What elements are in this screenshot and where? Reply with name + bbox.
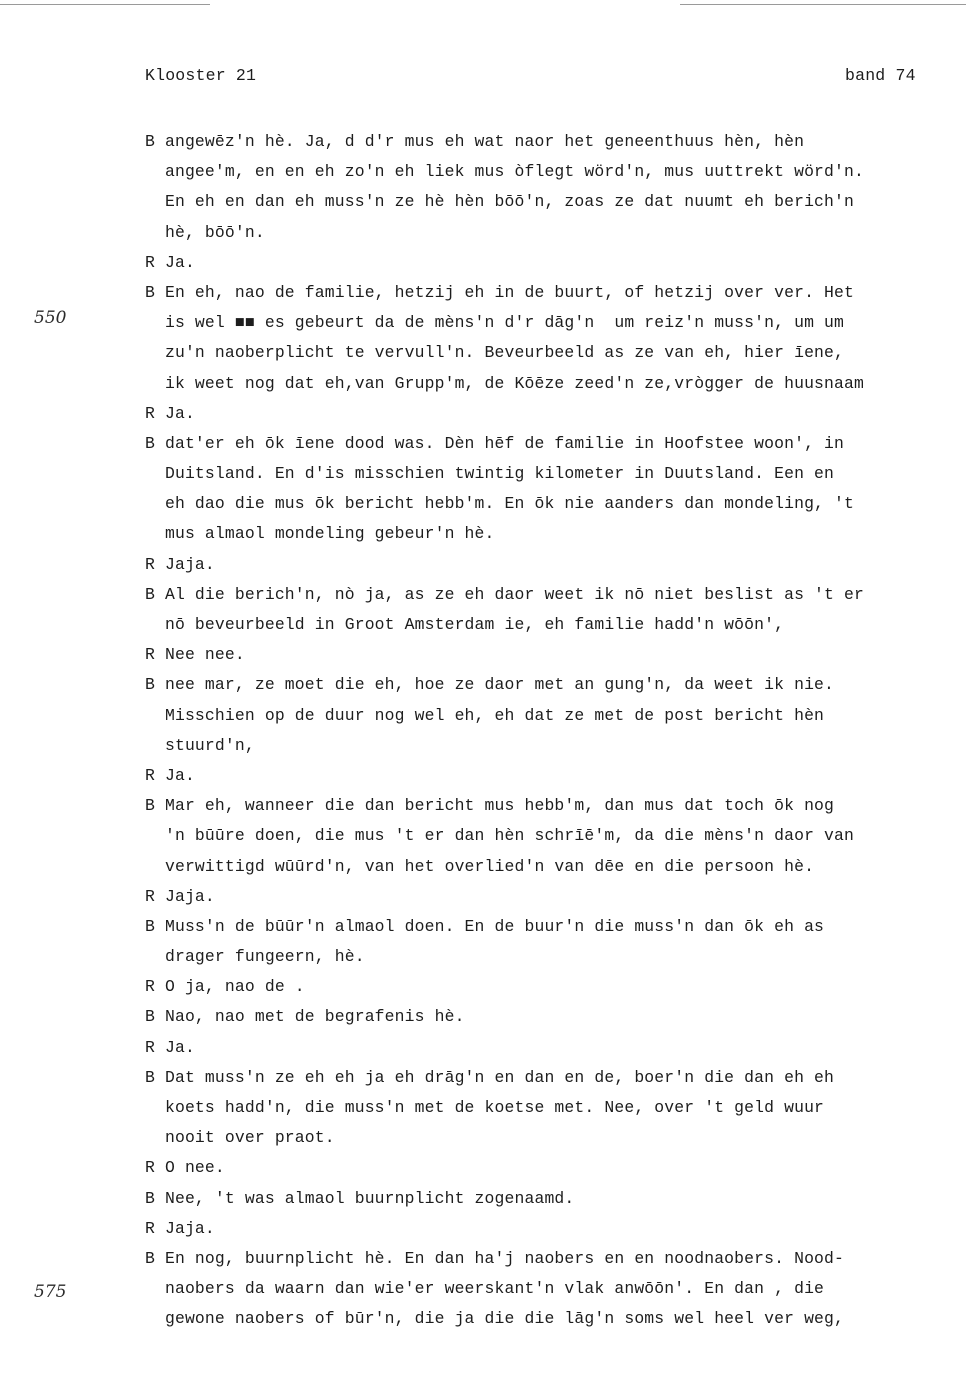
transcript-line: R O nee.	[145, 1158, 225, 1178]
transcript-line: verwittigd wūūrd'n, van het overlied'n van dēe en die persoon hè.	[145, 856, 815, 876]
transcript-line: ik weet nog dat eh,van Grupp'm, de Kōēze zeed'n ze,vrògger de huusnaam	[145, 373, 864, 393]
transcript-line: R Ja.	[145, 765, 195, 785]
transcript-line: B En nog, buurnplicht hè. En dan ha'j naobers en en noodnaobers. Nood-	[145, 1248, 845, 1268]
transcript-line: Misschien op de duur nog wel eh, eh dat ze met de post bericht hèn	[145, 705, 825, 725]
transcript-line: R Jaja.	[145, 1218, 215, 1238]
transcript-line: eh dao die mus ōk bericht hebb'm. En ōk nie aanders dan mondeling, 't	[145, 494, 855, 514]
scan-edge-mark	[0, 4, 210, 5]
margin-line-number: 550	[34, 308, 67, 328]
transcript-line: 'n būūre doen, die mus 't er dan hèn schrīē'm, da die mèns'n daor van	[145, 826, 855, 846]
transcript-line: R O ja, nao de .	[145, 977, 305, 997]
transcript-line: drager fungeern, hè.	[145, 947, 365, 967]
transcript-line: zu'n naoberplicht te vervull'n. Beveurbeeld as ze van eh, hier īene,	[145, 343, 845, 363]
document-title: Klooster 21	[145, 66, 257, 85]
transcript-line: hè, bōō'n.	[145, 222, 265, 242]
transcript-line: B Nao, nao met de begrafenis hè.	[145, 1007, 465, 1027]
transcript-line: R Jaja.	[145, 886, 215, 906]
transcript-line: B nee mar, ze moet die eh, hoe ze daor met an gung'n, da weet ik nie.	[145, 675, 835, 695]
transcript-line: B Mar eh, wanneer die dan bericht mus hebb'm, dan mus dat toch ōk nog	[145, 796, 835, 816]
margin-line-number: 575	[34, 1282, 67, 1302]
transcript-line: B En eh, nao de familie, hetzij eh in de buurt, of hetzij over ver. Het	[145, 282, 855, 302]
transcript-line: B Dat muss'n ze eh eh ja eh drāg'n en dan en de, boer'n die dan eh eh	[145, 1067, 835, 1087]
transcript-line: R Jaja.	[145, 554, 215, 574]
transcript-line: koets hadd'n, die muss'n met de koetse met. Nee, over 't geld wuur	[145, 1098, 825, 1117]
transcript-line: is wel ■■ es gebeurt da de mèns'n d'r dāg'n um reiz'n muss'n, um um	[145, 313, 845, 333]
transcript-line: R Ja.	[145, 1037, 195, 1057]
transcript-body	[145, 127, 945, 1335]
transcript-line: R Ja.	[145, 403, 195, 423]
transcript-line: gewone naobers of būr'n, die ja die die lāg'n soms wel heel ver weg,	[145, 1309, 845, 1329]
transcript-line: B Al die berich'n, nò ja, as ze eh daor weet ik nō niet beslist as 't er	[145, 584, 864, 604]
transcript-line: stuurd'n,	[145, 735, 255, 755]
transcript-line: mus almaol mondeling gebeur'n hè.	[145, 524, 495, 544]
transcript-line: B angewēz'n hè. Ja, d d'r mus eh wat naor het geneenthuus hèn, hèn	[145, 132, 805, 151]
transcript-line: R Ja.	[145, 252, 195, 272]
transcript-line: B Nee, 't was almaol buurnplicht zogenaamd.	[145, 1188, 575, 1208]
band-number: band 74	[845, 66, 916, 85]
transcript-line: nooit over praot.	[145, 1128, 335, 1148]
transcript-line: R Nee nee.	[145, 645, 245, 665]
transcript-line: naobers da waarn dan wie'er weerskant'n vlak anwōōn'. En dan , die	[145, 1279, 825, 1299]
transcript-line: nō beveurbeeld in Groot Amsterdam ie, eh familie hadd'n wōōn',	[145, 615, 785, 634]
transcript-line: B dat'er eh ōk īene dood was. Dèn hēf de familie in Hoofstee woon', in	[145, 433, 845, 453]
transcript-line: angee'm, en en eh zo'n eh liek mus òflegt wörd'n, mus uuttrekt wörd'n.	[145, 162, 864, 182]
transcript-line: B Muss'n de būūr'n almaol doen. En de buur'n die muss'n dan ōk eh as	[145, 916, 825, 936]
transcript-line: Duitsland. En d'is misschien twintig kilometer in Duutsland. Een en	[145, 464, 835, 484]
scan-edge-mark	[680, 4, 966, 5]
transcript-line: En eh en dan eh muss'n ze hè hèn bōō'n, zoas ze dat nuumt eh berich'n	[145, 192, 855, 212]
